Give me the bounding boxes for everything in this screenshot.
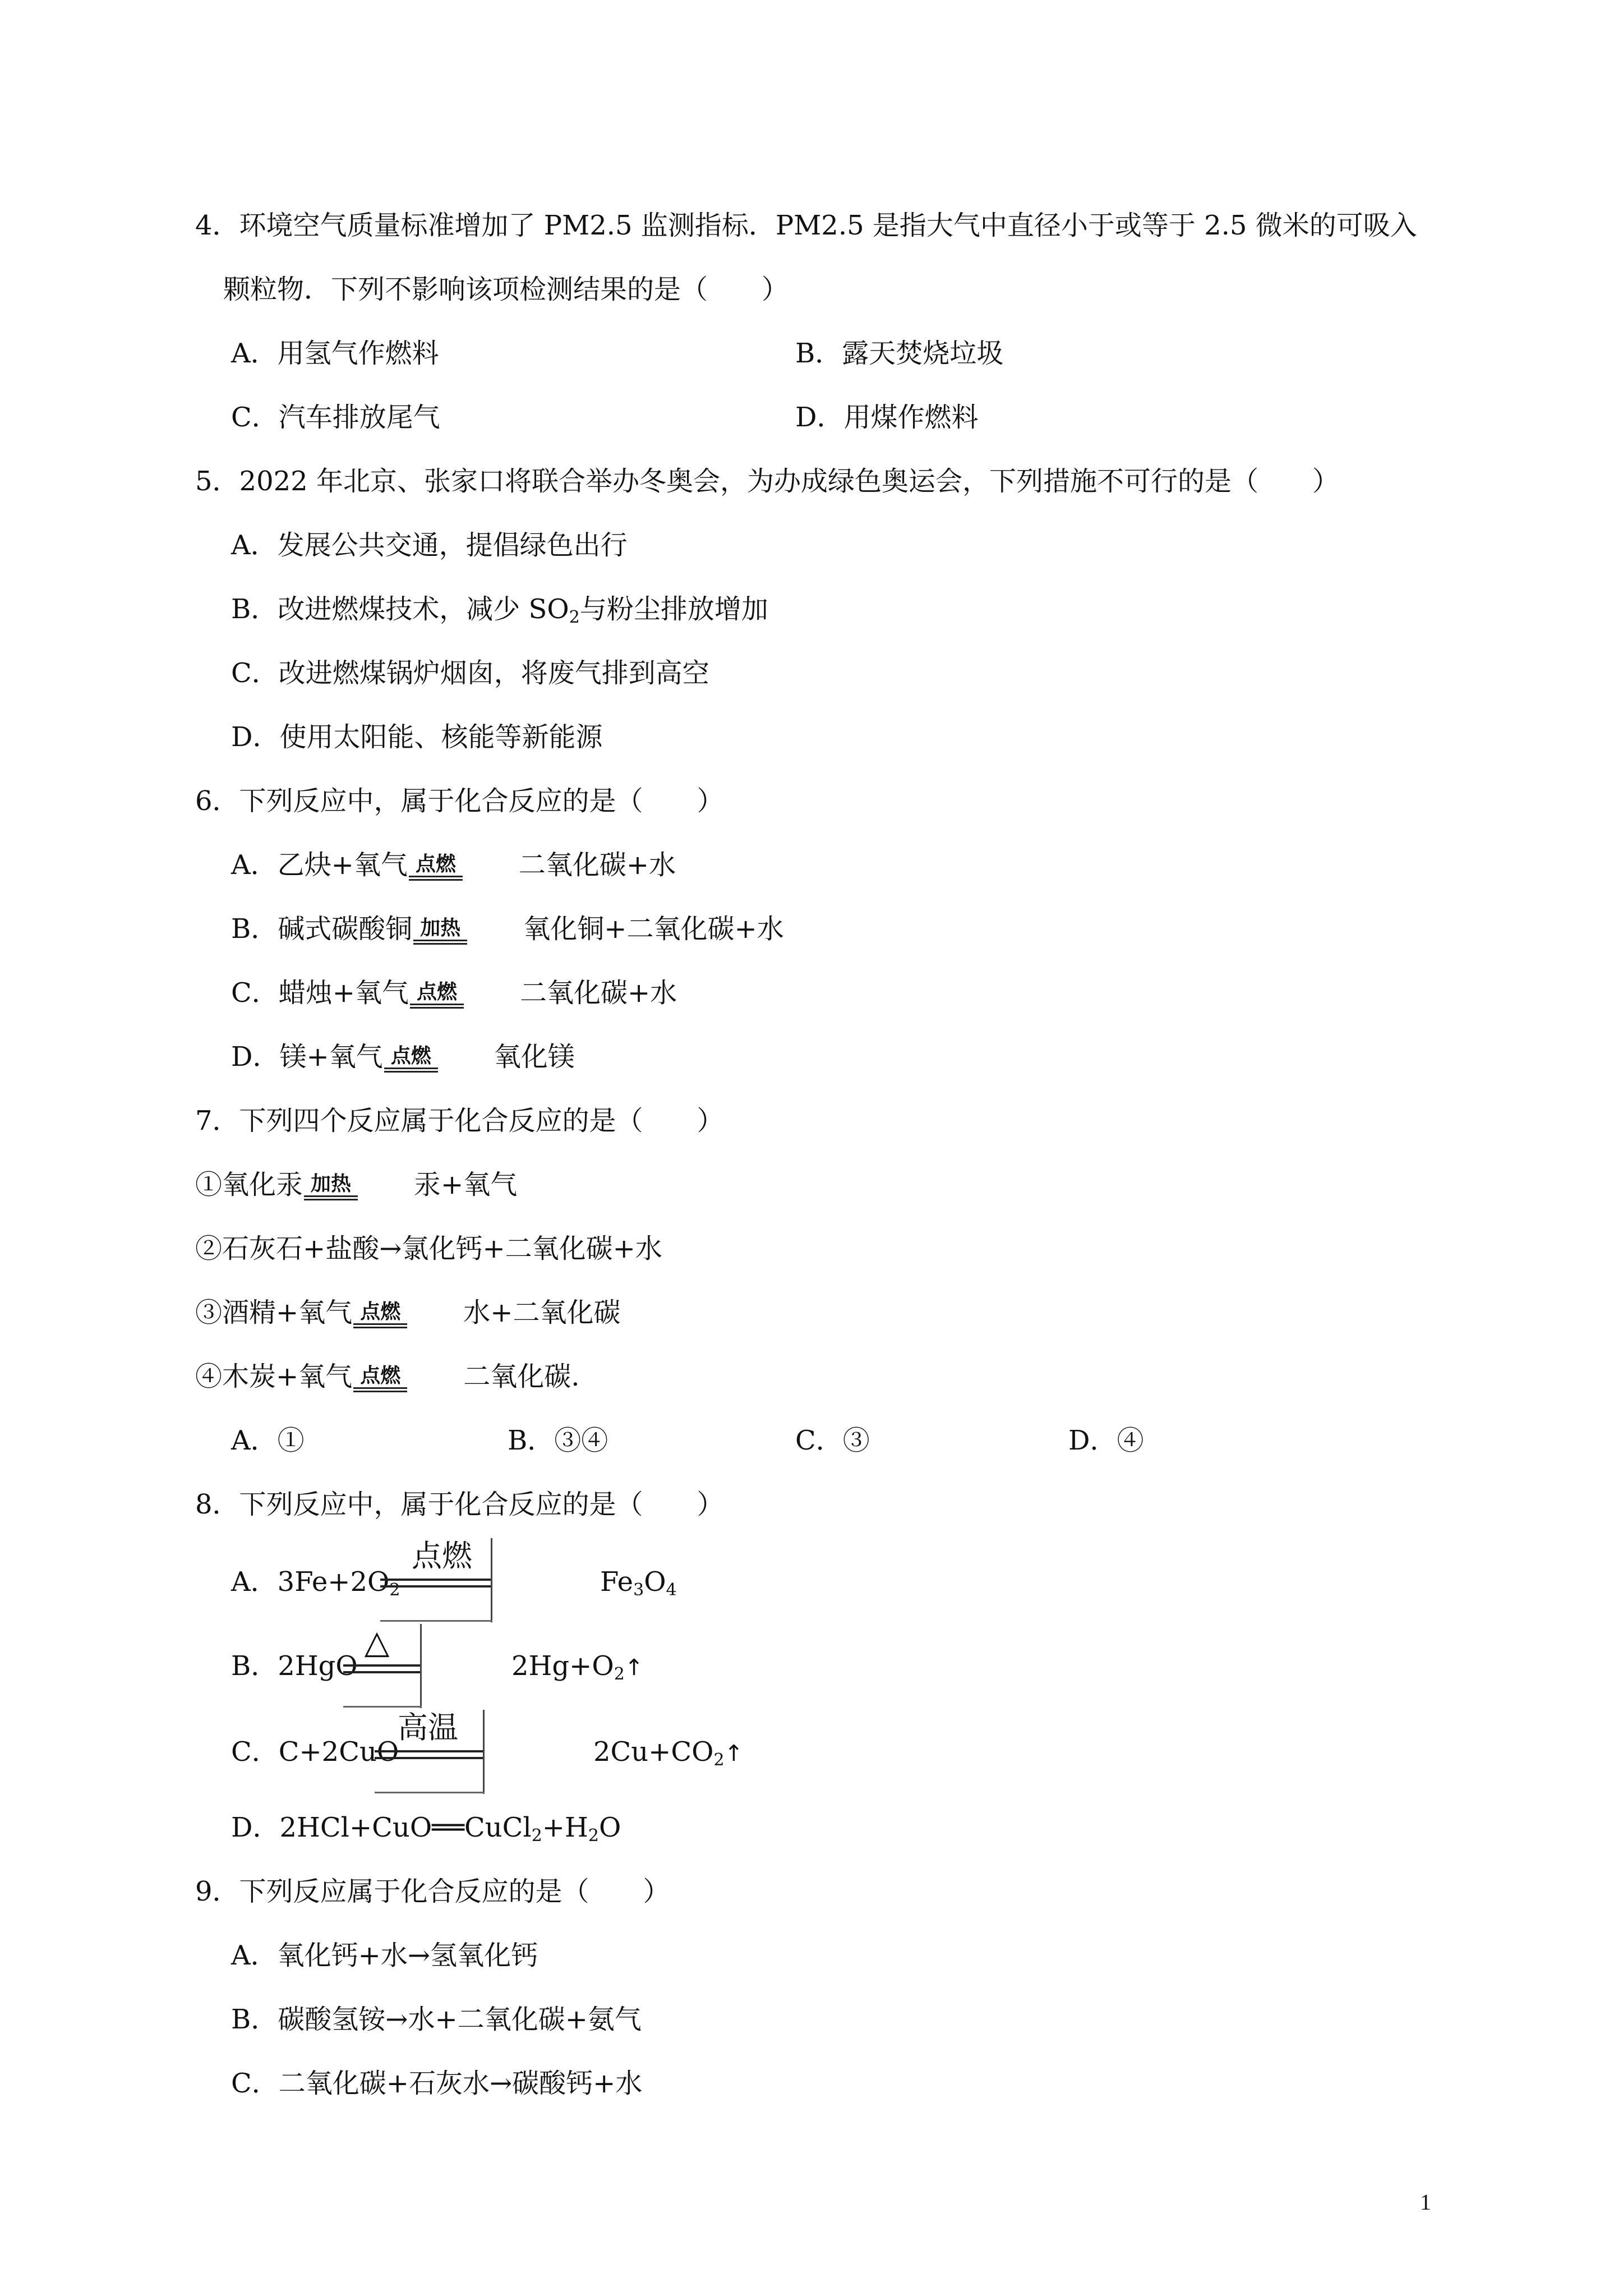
q8-c-products	[593, 1735, 743, 1770]
reaction-condition-arrow	[409, 854, 463, 881]
q8-option-a[interactable]	[231, 1565, 400, 1599]
q7-reaction-2: ②石灰石+盐酸→氯化钙+二氧化碳+水	[195, 1233, 662, 1264]
q7-r1-reactants: ①氧化汞	[195, 1169, 303, 1200]
condition-label: △	[364, 1623, 390, 1661]
subscript: 2	[614, 1664, 625, 1684]
q8-d-equation-text: +H	[542, 1812, 588, 1843]
condition-label: 加热	[311, 1172, 352, 1195]
q7-reaction-3	[195, 1296, 620, 1332]
q7-option-a[interactable]: A．①	[231, 1425, 305, 1456]
q7-option-d[interactable]: D．④	[1068, 1425, 1144, 1456]
q6-d-reactants: D．镁+氧气	[231, 1041, 383, 1073]
q5-option-b-text-end: 与粉尘排放增加	[579, 593, 768, 625]
q4-stem-line2: 颗粒物．下列不影响该项检测结果的是（ ）	[223, 274, 789, 305]
condition-label: 点燃	[390, 1045, 431, 1068]
subscript: 4	[666, 1580, 677, 1600]
subscript: 2	[713, 1750, 725, 1770]
q4-option-d[interactable]: D．用煤作燃料	[795, 402, 979, 433]
q6-a-products: 二氧化碳+水	[518, 849, 676, 881]
q6-c-reactants: C．蜡烛+氧气	[231, 977, 409, 1009]
q7-option-c[interactable]: C．③	[795, 1425, 870, 1456]
q4-option-c[interactable]: C．汽车排放尾气	[231, 402, 440, 433]
reaction-condition-arrow	[353, 1302, 407, 1328]
product-text: 2Hg+O	[511, 1650, 614, 1682]
q8-d-equation-text: D．2HCl+CuO══CuCl	[231, 1812, 532, 1843]
q5-option-c[interactable]: C．改进燃煤锅炉烟囱，将废气排到高空	[231, 657, 709, 689]
q8-option-c[interactable]	[231, 1735, 399, 1769]
q8-a-reactants	[231, 1566, 400, 1598]
product-text: 2Cu+CO	[593, 1736, 714, 1768]
q8-b-products	[511, 1649, 643, 1685]
q6-option-a[interactable]	[231, 848, 676, 884]
q5-stem: 5．2022 年北京、张家口将联合举办冬奥会，为办成绿色奥运会，下列措施不可行的是（ ）	[195, 466, 1339, 497]
reaction-condition-arrow	[304, 1174, 358, 1200]
condition-label: 加热	[420, 917, 461, 940]
subscript: 2	[389, 1580, 400, 1600]
condition-label: 点燃	[360, 1300, 401, 1323]
q6-option-c[interactable]	[231, 976, 677, 1012]
q8-c-reactants: C．C+2CuO	[231, 1736, 399, 1768]
q8-stem: 8．下列反应中，属于化合反应的是（ ）	[195, 1489, 724, 1520]
q5-option-d[interactable]: D．使用太阳能、核能等新能源	[231, 721, 603, 753]
q6-b-products: 氧化铜+二氧化碳+水	[523, 913, 784, 945]
condition-label: 点燃	[416, 981, 457, 1004]
q5-option-a[interactable]: A．发展公共交通，提倡绿色出行	[231, 530, 628, 561]
product-text: O	[644, 1566, 666, 1598]
q9-option-b[interactable]: B．碳酸氢铵→水+二氧化碳+氨气	[231, 2004, 642, 2035]
q7-r4-reactants: ④木炭+氧气	[195, 1361, 353, 1392]
q5-option-b-text: B．改进燃煤技术，减少 SO	[231, 593, 569, 625]
q6-option-d[interactable]	[231, 1040, 575, 1076]
q9-option-a[interactable]: A．氧化钙+水→氢氧化钙	[231, 1940, 538, 1971]
q6-d-products: 氧化镁	[494, 1041, 575, 1073]
subscript: 2	[588, 1826, 599, 1846]
q5-option-b[interactable]	[231, 592, 768, 626]
q8-a-condition-box	[380, 1538, 492, 1622]
condition-label: 点燃	[360, 1364, 401, 1387]
q4-option-a[interactable]: A．用氢气作燃料	[231, 338, 439, 369]
q8-option-b[interactable]	[231, 1649, 358, 1683]
reaction-condition-arrow	[384, 1046, 438, 1073]
subscript: 3	[633, 1580, 644, 1600]
q9-option-c[interactable]: C．二氧化碳+石灰水→碳酸钙+水	[231, 2068, 643, 2099]
q9-stem: 9．下列反应属于化合反应的是（ ）	[195, 1876, 670, 1907]
q7-r3-products: 水+二氧化碳	[463, 1297, 621, 1328]
q6-a-reactants: A．乙炔+氧气	[231, 849, 408, 881]
q8-option-d[interactable]	[231, 1811, 621, 1844]
q8-a-products	[600, 1565, 677, 1599]
q7-r1-products: 汞+氧气	[414, 1169, 518, 1200]
q6-c-products: 二氧化碳+水	[519, 977, 677, 1009]
gas-arrow-icon: ↑	[624, 1655, 644, 1681]
q7-reaction-4	[195, 1360, 580, 1396]
q4-option-b[interactable]: B．露天焚烧垃圾	[795, 338, 1004, 369]
product-text: Fe	[600, 1566, 634, 1598]
condition-label: 点燃	[415, 853, 456, 876]
q8-b-reactants: B．2HgO	[231, 1650, 358, 1682]
subscript: 2	[531, 1826, 542, 1846]
q6-stem: 6．下列反应中，属于化合反应的是（ ）	[195, 785, 724, 817]
q7-option-b[interactable]: B．③④	[508, 1425, 608, 1456]
q5-option-b-subscript: 2	[569, 608, 580, 627]
q8-b-condition-box	[343, 1624, 422, 1708]
gas-arrow-icon: ↑	[724, 1741, 744, 1766]
condition-label: 点燃	[412, 1538, 472, 1573]
q7-stem: 7．下列四个反应属于化合反应的是（ ）	[195, 1105, 724, 1137]
q7-reaction-1	[195, 1168, 517, 1204]
q7-r3-reactants: ③酒精+氧气	[195, 1297, 353, 1328]
reaction-condition-arrow	[353, 1366, 407, 1392]
reaction-condition-arrow	[413, 918, 467, 945]
q6-b-reactants: B．碱式碳酸铜	[231, 913, 413, 945]
q8-d-equation-text: O	[598, 1812, 621, 1843]
condition-label: 高温	[398, 1710, 458, 1745]
reaction-condition-arrow	[410, 982, 464, 1009]
q8-a-reactants-text: A．3Fe+2O	[231, 1566, 390, 1598]
q4-stem-line1: 4．环境空气质量标准增加了 PM2.5 监测指标．PM2.5 是指大气中直径小于或等于 2.5 微米的可吸入	[195, 210, 1417, 241]
page-number: 1	[1420, 2189, 1431, 2215]
q6-option-b[interactable]	[231, 912, 784, 948]
q7-r4-products: 二氧化碳.	[463, 1361, 580, 1392]
q8-c-condition-box	[375, 1710, 485, 1794]
